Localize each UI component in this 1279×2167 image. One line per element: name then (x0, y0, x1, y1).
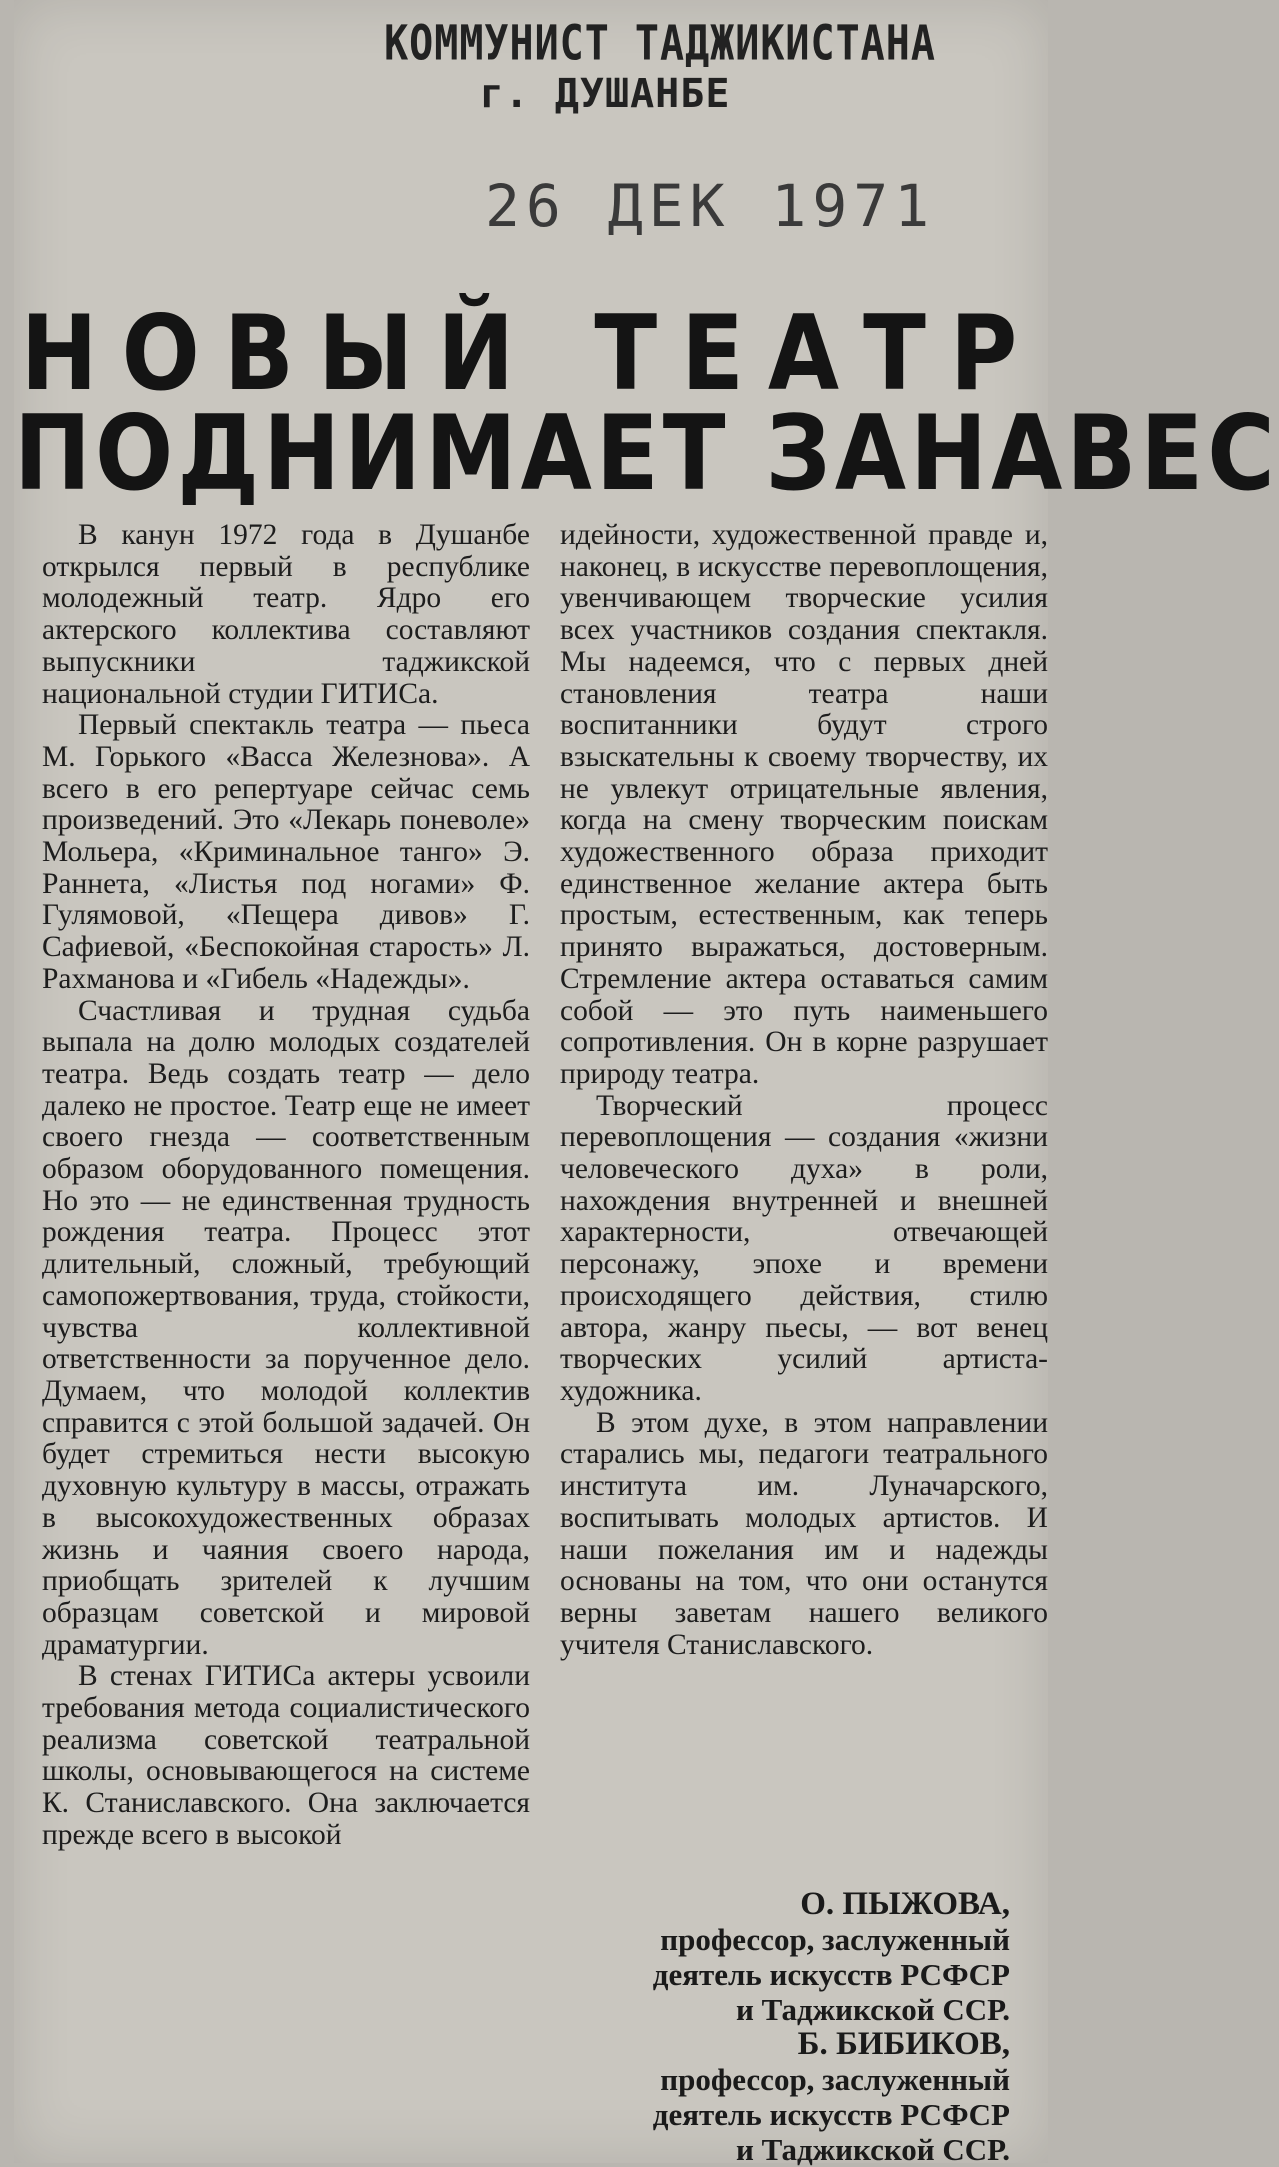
article-paragraph-continuation: идейности, художественной правде и, наконец, в искусстве перевоплощения, увенчивающем творческие усилия всех участников создания спектакля. Мы надеемся, что с первых дней становления театра наши воспитанники будут строго взыскательны к своему творчеству, их не увлекут отрицательные явления, когда на смену творческим поискам художественного образа приходит единственное желание актера быть простым, естественным, как теперь принято выражаться, достоверным. Стремление актера оставаться самим собой — это путь наименьшего сопротивления. Он в корне разрушает природу театра. (560, 519, 1048, 1090)
author-title: профессор, заслуженный (660, 1922, 1010, 1957)
article-paragraph: Счастливая и трудная судьба выпала на долю молодых создателей театра. Ведь создать театр — дело далеко не простое. Театр еще не имеет своего гнезда — соответственным образом оборудованного помещения. Но это — не единственная трудность рождения театра. Процесс этот длительный, сложный, требующий самопожертвования, труда, стойкости, чувства коллективной ответственности за порученное дело. Думаем, что молодой коллектив справится с этой большой задачей. Он будет стремиться нести высокую духовную культуру в массы, отражать в высокохудожественных образах жизнь и чаяния своего народа, приобщать зрителей к лучшим образцам советской и мировой драматургии. (42, 994, 530, 1661)
headline-line-2: ПОДНИМАЕТ ЗАНАВЕС (14, 393, 1279, 514)
article-column-right (560, 520, 1048, 1661)
author-title: профессор, заслуженный (660, 2062, 1010, 2097)
newspaper-stamp (380, 18, 940, 118)
author-title: и Таджикской ССР. (735, 2132, 1010, 2167)
article-paragraph: Творческий процесс перевоплощения — создания «жизни человеческого духа» в роли, нахождения внутренней и внешней характерности, отвечающей персонажу, эпохе и времени происходящего действия, стилю автора, жанру пьесы, — вот венец творческих усилий артиста-художника. (560, 1089, 1048, 1407)
headline-line-1: НОВЫЙ ТЕАТР (20, 293, 1042, 414)
author-title: и Таджикской ССР. (735, 1992, 1010, 2027)
stamp-newspaper-name: КОММУНИСТ ТАДЖИКИСТАНА (384, 16, 936, 72)
stamp-city: г. ДУШАНБЕ (479, 71, 731, 117)
article-paragraph: Первый спектакль театра — пьеса М. Горького «Васса Железнова». А всего в его репертуаре сейчас семь произведений. Это «Лекарь поневоле» Мольера, «Криминальное танго» Э. Раннета, «Листья под ногами» Ф. Гулямовой, «Пещера дивов» Г. Сафиевой, «Беспокойная старость» Л. Рахманова и «Гибель «Надежды». (42, 709, 530, 995)
article-paragraph: В стенах ГИТИСа актеры усвоили требования метода социалистического реализма советской театральной школы, основывающегося на системе К. Станиславского. Она заключается прежде всего в высокой (42, 1660, 530, 1851)
author-title: деятель искусств РСФСР (652, 1957, 1010, 1992)
author-name: Б. БИБИКОВ, (797, 2026, 1010, 2062)
author-name: О. ПЫЖОВА, (800, 1886, 1010, 1922)
article-paragraph: В канун 1972 года в Душанбе открылся первый в республике молодежный театр. Ядро его актерского коллектива составляют выпускники таджикской национальной студии ГИТИСа. (42, 519, 530, 710)
article-paragraph: В этом духе, в этом направлении старались мы, педагоги театрального института им. Луначарского, воспитывать молодых артистов. И наши пожелания им и надежды основаны на том, что они останутся верны заветам нашего великого учителя Станиславского. (560, 1406, 1048, 1661)
date-stamp: 26 ДЕК 1971 (485, 172, 936, 240)
article-column-left (42, 520, 530, 1852)
signature-block (540, 1887, 1010, 2167)
author-title: деятель искусств РСФСР (652, 2097, 1010, 2132)
